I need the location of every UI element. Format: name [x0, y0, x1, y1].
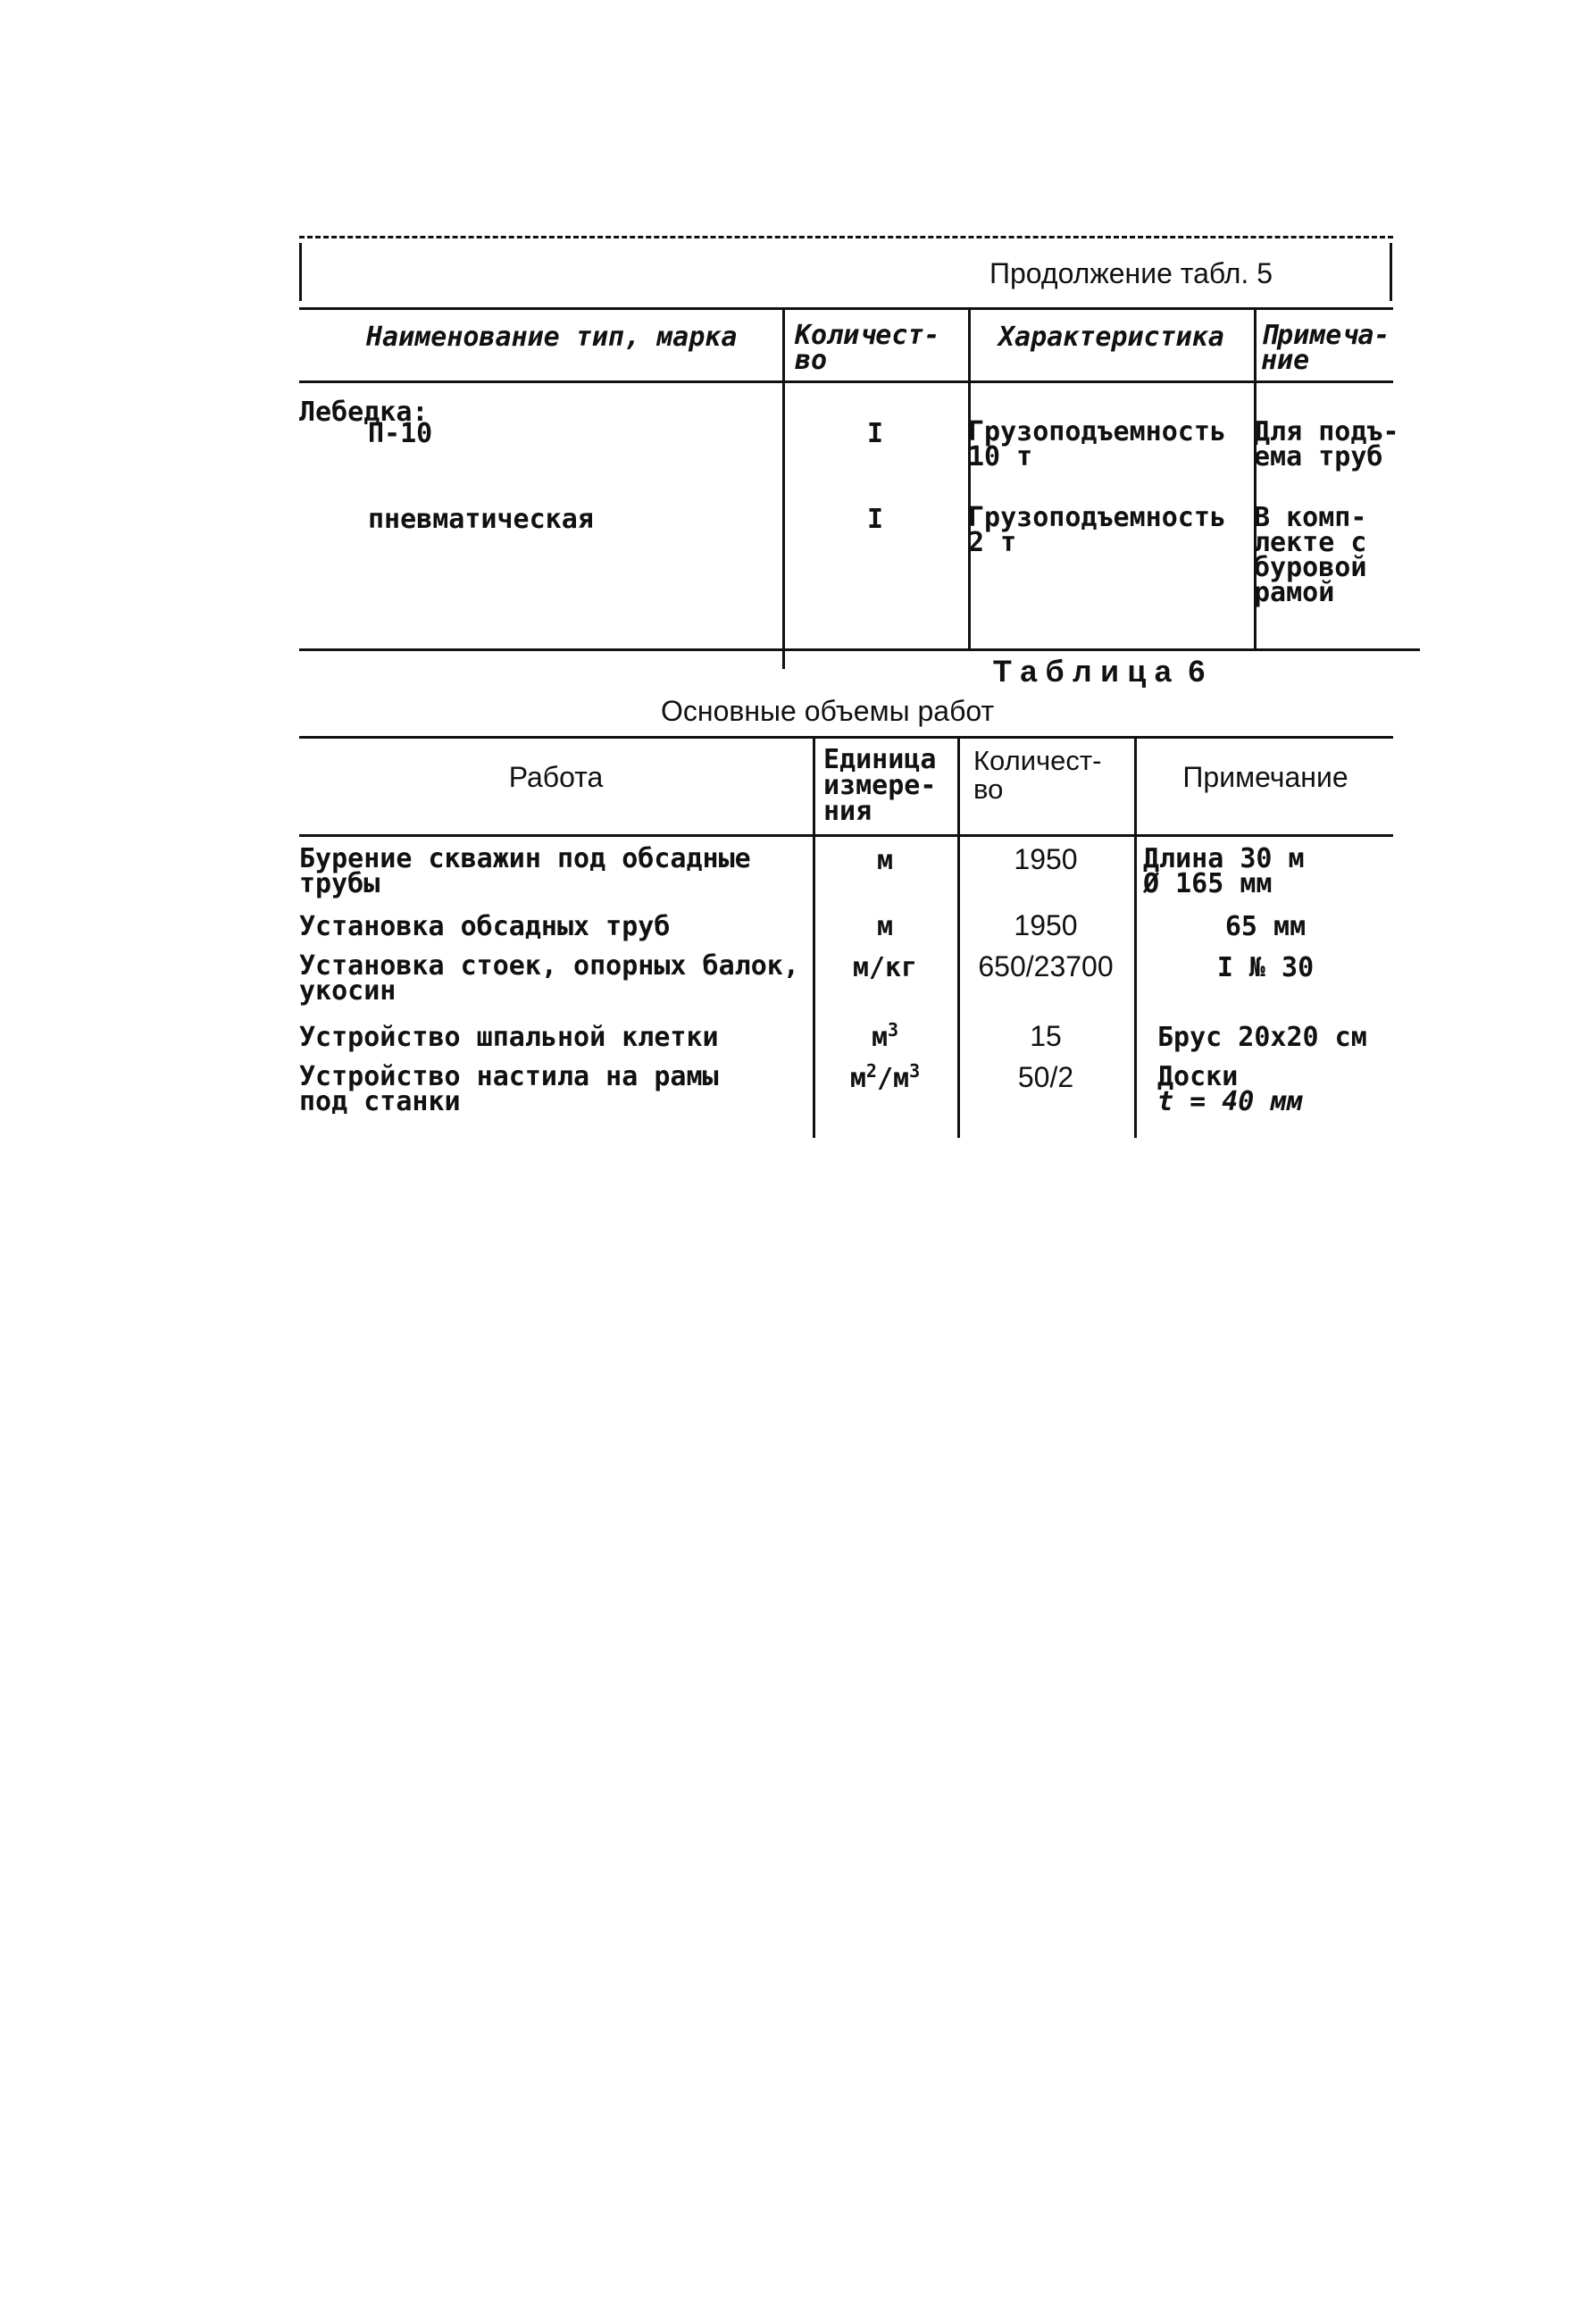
table6-header-qty: Количест- во [973, 745, 1102, 805]
table5-row1-qty: I [866, 418, 884, 449]
table6-row5-qty: 50/2 [1017, 1061, 1074, 1093]
table5-continuation-label: Продолжение табл. 5 [989, 257, 1273, 289]
table5-row2-name: пневматическая [368, 504, 594, 535]
table5-header-bottom-line [299, 380, 1393, 383]
table5-left-border [299, 243, 302, 301]
table6-col-sep-3 [1134, 736, 1137, 1138]
table5-row1-note: Для подъ- ема труб [1254, 416, 1399, 472]
table5-col-sep-2 [968, 307, 971, 648]
table6-row4-note: Брус 20х20 см [1157, 1022, 1367, 1053]
table5-row1-name: П-10 [368, 418, 433, 449]
table6-row3-work: Установка стоек, опорных балок, укосин [299, 950, 799, 1007]
table6-row5-work: Устройство настила на рамы под станки [299, 1061, 719, 1117]
table5-col-sep-1 [782, 307, 785, 669]
table5-header-name: Наименование тип, марка [366, 322, 738, 353]
table6-row3-note: I № 30 [1216, 952, 1315, 983]
table6-label: Т а б л и ц а 6 [993, 655, 1206, 689]
table5-header-note: Примеча- ние [1261, 320, 1390, 376]
table6-top-line [299, 736, 1393, 739]
table5-row2-note: В комп- лекте с буровой рамой [1254, 502, 1367, 608]
table5-right-border [1390, 243, 1392, 301]
table6-row5-unit: $м^2/м^3$ [849, 1060, 921, 1094]
table6-row5-note: Доски t = 40 мм [1157, 1061, 1303, 1117]
table6-header-note: Примечание [1182, 761, 1348, 793]
table6-row4-unit: $м^3$ [871, 1019, 899, 1053]
table5-row2-spec: Грузоподъемность 2 т [968, 502, 1226, 558]
table6-row4-work: Устройство шпальной клетки [299, 1022, 719, 1053]
table6-row1-unit: м [876, 845, 894, 876]
table6-header-bottom-line [299, 834, 1393, 837]
table6-row2-work: Установка обсадных труб [299, 911, 671, 942]
table6-row2-qty: 1950 [1014, 909, 1078, 941]
table6-row1-note: Длина 30 м Ø 165 мм [1143, 843, 1305, 899]
table6-header-unit: Единица измере- ния [823, 744, 937, 827]
table6-row3-unit: м/кг [852, 952, 918, 983]
table5-group-label: Лебедка: [299, 397, 429, 428]
table5-row1-spec: Грузоподъемность 10 т [968, 416, 1226, 472]
table6-row3-qty: 650/23700 [978, 950, 1114, 982]
table6-header-work: Работа [508, 761, 604, 793]
table5-header-spec: Характеристика [998, 322, 1224, 353]
table6-row2-unit: м [876, 911, 894, 942]
table5-top-border [299, 236, 1393, 238]
table6-row1-qty: 1950 [1014, 843, 1078, 875]
table6-row1-work: Бурение скважин под обсадные трубы [299, 843, 751, 899]
table6-row4-qty: 15 [1030, 1020, 1062, 1052]
table5-row2-qty: I [866, 504, 884, 535]
table5-header-top-line [299, 307, 1393, 310]
table5-header-qty: Количест- во [795, 320, 940, 376]
table6-title: Основные объемы работ [661, 695, 995, 727]
table5-bottom-line [299, 648, 1420, 651]
table6-row2-note: 65 мм [1224, 911, 1307, 942]
